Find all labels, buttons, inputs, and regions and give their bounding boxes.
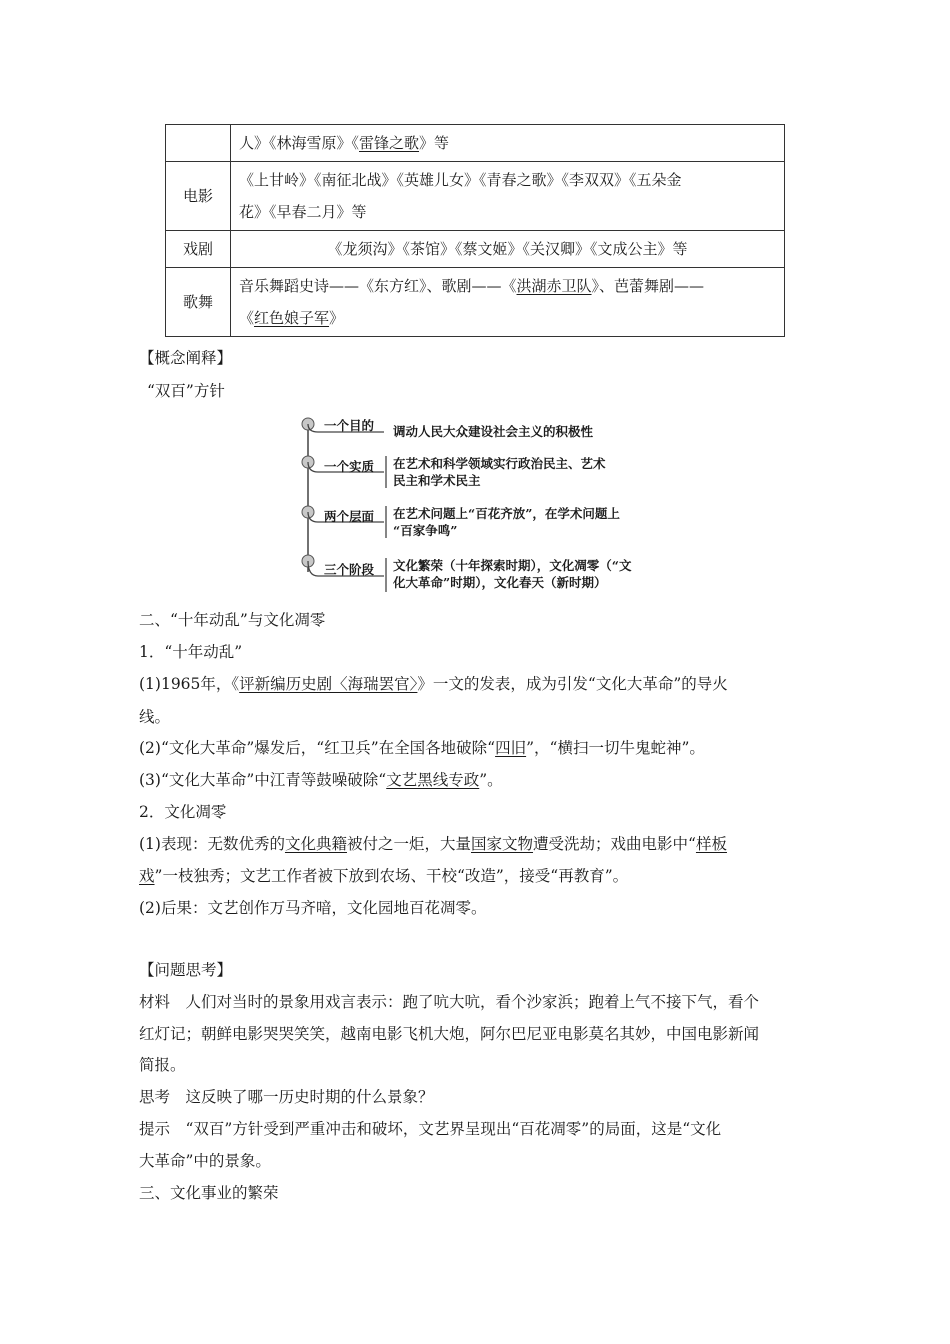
table-row (166, 231, 785, 268)
paragraph: (3)“文化大革命”中江青等鼓噪破除“文艺黑线专政”。 (139, 771, 503, 789)
paragraph: 线。 (139, 708, 171, 726)
mindmap-desc: “百家争鸣” (393, 523, 458, 538)
table-cell-content: 《上甘岭》《南征北战》《英雄儿女》《青春之歌》《李双双》《五朵金 花》《早春二月》等 (231, 162, 785, 231)
mindmap-desc: 在艺术和科学领域实行政治民主、艺术 (393, 456, 606, 471)
table-cell-content: 人》《林海雪原》《雷锋之歌》等 (231, 125, 785, 162)
table-cell-category (166, 125, 231, 162)
mindmap-desc: 化大革命”时期），文化春天（新时期） (393, 575, 607, 590)
hint-line: 提示 “双百”方针受到严重冲击和破坏，文艺界呈现出“百花凋零”的局面，这是“文化 (139, 1120, 722, 1138)
section-heading: 三、文化事业的繁荣 (139, 1184, 279, 1202)
mindmap-label: 一个实质 (324, 459, 375, 474)
mindmap-label: 三个阶段 (324, 562, 375, 577)
mindmap-desc: 调动人民大众建设社会主义的积极性 (393, 424, 594, 439)
table-cell-category: 歌舞 (166, 268, 231, 337)
paragraph: 戏”一枝独秀；文艺工作者被下放到农场、干校“改造”，接受“再教育”。 (139, 867, 629, 885)
works-table (165, 124, 785, 337)
table-row (166, 268, 785, 337)
shuangbai-mindmap (296, 410, 656, 595)
material-line: 简报。 (139, 1056, 186, 1074)
material-line: 红灯记；朝鲜电影哭哭笑笑，越南电影飞机大炮，阿尔巴尼亚电影莫名其妙，中国电影新闻 (139, 1025, 760, 1043)
table-cell-content: 音乐舞蹈史诗——《东方红》、歌剧——《洪湖赤卫队》、芭蕾舞剧—— 《红色娘子军》 (231, 268, 785, 337)
section-heading: 二、“十年动乱”与文化凋零 (139, 611, 326, 629)
material-line: 材料 人们对当时的景象用戏言表示：跑了吭大吭，看个沙家浜；跑着上气不接下气，看个 (139, 993, 760, 1011)
table-row (166, 162, 785, 231)
table-cell-category: 戏剧 (166, 231, 231, 268)
think-line: 思考 这反映了哪一历史时期的什么景象？ (139, 1088, 434, 1106)
paragraph: (2)“文化大革命”爆发后，“红卫兵”在全国各地破除“四旧”，“横扫一切牛鬼蛇神”。 (139, 739, 705, 757)
mindmap-desc: 文化繁荣（十年探索时期），文化凋零（“文 (393, 558, 632, 573)
item-heading: 1．“十年动乱” (139, 643, 243, 661)
mindmap-label: 两个层面 (324, 509, 375, 524)
mindmap-desc: 民主和学术民主 (393, 473, 481, 488)
hint-line: 大革命”中的景象。 (139, 1152, 271, 1170)
paragraph: (1)1965年，《评新编历史剧〈海瑞罢官〉》一文的发表，成为引发“文化大革命”的导火 (139, 675, 728, 693)
item-heading: 2．文化凋零 (139, 803, 227, 821)
table-cell-category: 电影 (166, 162, 231, 231)
mindmap-label: 一个目的 (324, 418, 375, 433)
question-heading: 【问题思考】 (139, 961, 233, 979)
paragraph: (1)表现：无数优秀的文化典籍被付之一炬，大量国家文物遭受洗劫；戏曲电影中“样板 (139, 835, 727, 853)
table-cell-content: 《龙须沟》《茶馆》《蔡文姬》《关汉卿》《文成公主》等 (231, 231, 785, 268)
concept-subtitle: “双百”方针 (147, 382, 225, 400)
table-row (166, 125, 785, 162)
mindmap-desc: 在艺术问题上“百花齐放”，在学术问题上 (393, 506, 620, 521)
concept-heading: 【概念阐释】 (139, 349, 233, 367)
paragraph: (2)后果：文艺创作万马齐喑，文化园地百花凋零。 (139, 899, 487, 917)
